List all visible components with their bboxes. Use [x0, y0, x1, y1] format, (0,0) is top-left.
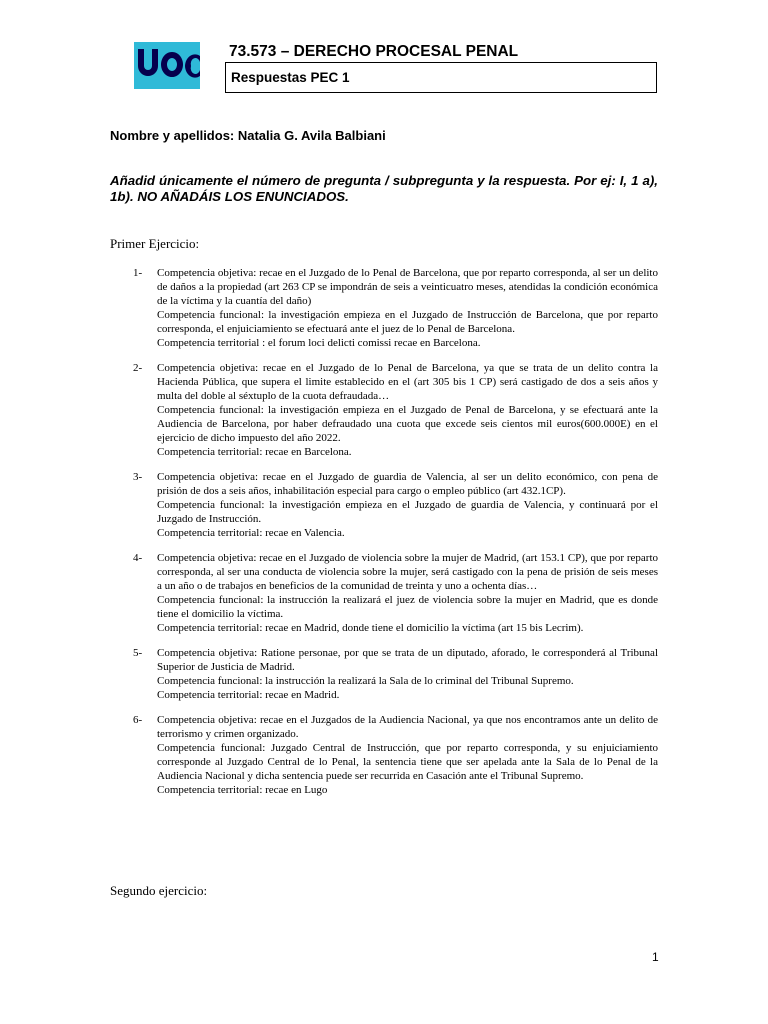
answer-item	[110, 361, 658, 459]
page-number: 1	[652, 950, 659, 964]
answer-line: Competencia objetiva: recae en el Juzgados de la Audiencia Nacional, ya que nos encontramos ante un delito de terrorismo y crimen organizado.	[157, 714, 658, 740]
course-title: 73.573 – DERECHO PROCESAL PENAL	[229, 43, 519, 60]
answer-item	[110, 713, 658, 797]
answer-line: Competencia territorial: recae en Barcelona.	[157, 446, 352, 458]
student-name: Nombre y apellidos: Natalia G. Avila Balbiani	[110, 128, 386, 143]
answer-line: Competencia territorial : el forum loci delicti comissi recae en Barcelona.	[157, 337, 481, 349]
first-exercise-title: Primer Ejercicio:	[110, 236, 200, 251]
answer-line: Competencia funcional: Juzgado Central de Instrucción, que por reparto corresponda, y su enjuiciamiento corresponde al Juzgado Central de lo Penal, la sentencia tiene que ser apelada ante la Sala de lo Penal de la Audiencia Nacional y dicha sentencia puede ser recurrida en Casación ante el Tribunal Supremo.	[157, 742, 658, 782]
uoc-logo-mark	[134, 42, 200, 89]
answer-line: Competencia funcional: la investigación empieza en el Juzgado de Instrucción de Barcelona, que por reparto corresponda, el enjuiciamiento se efectuará ante el juez de lo Penal de Barcelona.	[157, 309, 658, 335]
answer-line: Competencia objetiva: recae en el Juzgado de lo Penal de Barcelona, ya que se trata de un delito contra la Hacienda Pública, que supera el limite establecido en el (art 305 bis 1 CP) será castigado de dos a seis años y multa del doble al séxtuplo de la cuota defraudada…	[157, 362, 658, 402]
document-title: Respuestas PEC 1	[231, 70, 350, 85]
document-title-box	[225, 62, 657, 93]
answer-line: Competencia funcional: la instrucción la realizará la Sala de lo criminal del Tribunal Supremo.	[157, 675, 574, 687]
answer-item	[110, 266, 658, 350]
uoc-logo	[134, 42, 200, 89]
answer-line: Competencia objetiva: recae en el Juzgado de violencia sobre la mujer de Madrid, (art 153.1 CP), que por reparto corresponda, al ser una conducta de violencia sobre la mujer, será castigado con la pena de prisión de seis meses a un año o de trabajos en beneficios de la comunidad de treinta y uno a ochenta días…	[157, 552, 658, 592]
answer-item	[110, 551, 658, 635]
answer-line: Competencia territorial: recae en Valencia.	[157, 527, 345, 539]
answers-list	[110, 266, 658, 808]
answer-line: Competencia territorial: recae en Madrid.	[157, 689, 340, 701]
answer-line: Competencia funcional: la investigación empieza en el Juzgado de Penal de Barcelona, y se efectuará ante la Audiencia de Barcelona, por haber defraudado una cuota que excede seis cientos mil euros(600.000E) en el ejercicio de dicho impuesto del año 2022.	[157, 404, 658, 444]
answer-number: 6-	[133, 714, 143, 726]
answer-line: Competencia objetiva: recae en el Juzgado de guardia de Valencia, al ser un delito económico, con pena de prisión de dos a seis años, inhabilitación especial para cargo o empleo público (art 432.1CP).	[157, 471, 658, 497]
answer-line: Competencia funcional: la instrucción la realizará el juez de violencia sobre la mujer en Madrid, que es donde tiene el domicilio la víctima.	[157, 594, 658, 620]
answer-number: 3-	[133, 471, 143, 483]
answer-line: Competencia funcional: la investigación empieza en el Juzgado de guardia de Valencia, y continuará por el Juzgado de Instrucción.	[157, 499, 658, 525]
second-exercise-title: Segundo ejercicio:	[110, 883, 208, 898]
answer-number: 5-	[133, 647, 143, 659]
answer-number: 4-	[133, 552, 143, 564]
answer-number: 2-	[133, 362, 143, 374]
instructions: Añadid únicamente el número de pregunta / subpregunta y la respuesta. Por ej: I, 1 a), 1b). NO AÑADÁIS LOS ENUNCIADOS.	[110, 173, 658, 204]
answer-item	[110, 646, 658, 702]
answer-line: Competencia objetiva: recae en el Juzgado de lo Penal de Barcelona, que por reparto corresponda, al ser un delito de daños a la propiedad (art 263 CP se impondrán de seis a veinticuatro meses, atendidas la condición económica de la víctima y la cuantía del daño)	[157, 267, 658, 307]
answer-item	[110, 470, 658, 540]
answer-line: Competencia objetiva: Ratione personae, por que se trata de un diputado, aforado, le corresponderá al Tribunal Superior de Justicia de Madrid.	[157, 647, 658, 673]
answer-line: Competencia territorial: recae en Madrid, donde tiene el domicilio la víctima (art 15 bis Lecrim).	[157, 622, 584, 634]
answer-line: Competencia territorial: recae en Lugo	[157, 784, 328, 796]
answer-number: 1-	[133, 267, 143, 279]
